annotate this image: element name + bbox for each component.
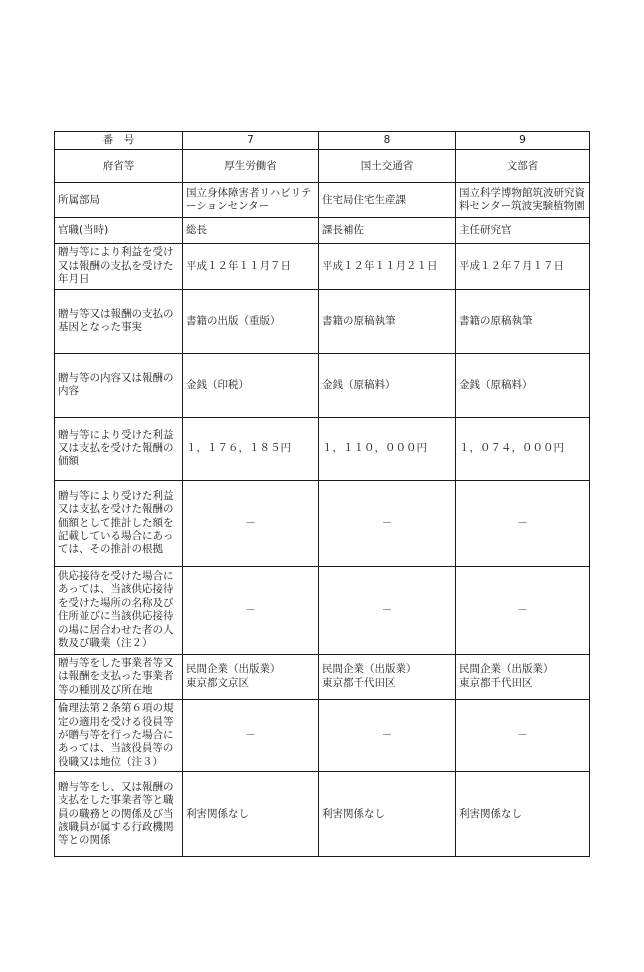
relation-col-2: 利害関係なし [319,772,456,857]
ministry-col-1: 厚生労働省 [183,150,319,183]
row-position [55,218,590,244]
position-col-3: 主任研究官 [456,218,590,244]
hospitality-col-1: － [183,566,319,654]
date-label: 贈与等により利益を受け又は報酬の支払を受けた年月日 [55,244,183,289]
content-col-2: 金銭（原稿料） [319,353,456,417]
estimate-col-1: － [183,480,319,566]
number-col-1: 7 [183,132,319,150]
disclosure-table [54,131,590,857]
number-col-3: 9 [456,132,590,150]
business-col-1: 民間企業（出版業） 東京都文京区 [183,654,319,699]
number-col-2: 8 [319,132,456,150]
row-date [55,244,590,289]
business-col-2: 民間企業（出版業） 東京都千代田区 [319,654,456,699]
dept-col-3: 国立科学博物館筑波研究資料センター筑波実験植物園 [456,183,590,218]
cause-col-3: 書籍の原稿執筆 [456,289,590,353]
row-ministry [55,150,590,183]
relation-label: 贈与等をし、又は報酬の支払をした事業者等と職員の職務との関係及び当該職員が属する行政機関等との関係 [55,772,183,857]
row-business [55,654,590,699]
relation-col-1: 利害関係なし [183,772,319,857]
estimate-col-3: － [456,480,590,566]
hospitality-col-3: － [456,566,590,654]
cause-label: 贈与等又は報酬の支払の基因となった事実 [55,289,183,353]
dept-col-1: 国立身体障害者リハビリテーションセンター [183,183,319,218]
date-col-3: 平成１２年７月１７日 [456,244,590,289]
officer-col-1: － [183,700,319,772]
ministry-col-2: 国土交通省 [319,150,456,183]
content-col-1: 金銭（印税） [183,353,319,417]
row-number [55,132,590,150]
position-label: 官職(当時) [55,218,183,244]
row-hospitality [55,566,590,654]
position-col-1: 総長 [183,218,319,244]
estimate-label: 贈与等により受けた利益又は支払を受けた報酬の価額として推計した額を記載している場合にあっては、その推計の根拠 [55,480,183,566]
amount-label: 贈与等により受けた利益又は支払を受けた報酬の価額 [55,417,183,480]
ministry-col-3: 文部省 [456,150,590,183]
estimate-col-2: － [319,480,456,566]
row-amount [55,417,590,480]
officer-label: 倫理法第２条第６項の規定の適用を受ける役員等が贈与等を行った場合にあっては、当該役員等の役職又は地位（注３） [55,700,183,772]
amount-col-1: １，１７６，１８５円 [183,417,319,480]
amount-col-3: １，０７４，０００円 [456,417,590,480]
date-col-1: 平成１２年１１月７日 [183,244,319,289]
row-relation [55,772,590,857]
amount-col-2: １，１１０，０００円 [319,417,456,480]
dept-label: 所属部局 [55,183,183,218]
relation-col-3: 利害関係なし [456,772,590,857]
date-col-2: 平成１２年１１月２１日 [319,244,456,289]
row-officer [55,700,590,772]
row-cause [55,289,590,353]
dept-col-2: 住宅局住宅生産課 [319,183,456,218]
business-col-3: 民間企業（出版業） 東京都千代田区 [456,654,590,699]
hospitality-label: 供応接待を受けた場合にあっては、当該供応接待を受けた場所の名称及び住所並びに当該供応接待の場に居合わせた者の人数及び職業（注２） [55,566,183,654]
row-dept [55,183,590,218]
hospitality-col-2: － [319,566,456,654]
row-content [55,353,590,417]
officer-col-3: － [456,700,590,772]
cause-col-1: 書籍の出版（重版） [183,289,319,353]
ministry-label: 府省等 [55,150,183,183]
business-label: 贈与等をした事業者等又は報酬を支払った事業者等の種別及び所在地 [55,654,183,699]
row-estimate [55,480,590,566]
position-col-2: 課長補佐 [319,218,456,244]
officer-col-2: － [319,700,456,772]
content-label: 贈与等の内容又は報酬の内容 [55,353,183,417]
content-col-3: 金銭（原稿料） [456,353,590,417]
number-label: 番 号 [55,132,183,150]
cause-col-2: 書籍の原稿執筆 [319,289,456,353]
